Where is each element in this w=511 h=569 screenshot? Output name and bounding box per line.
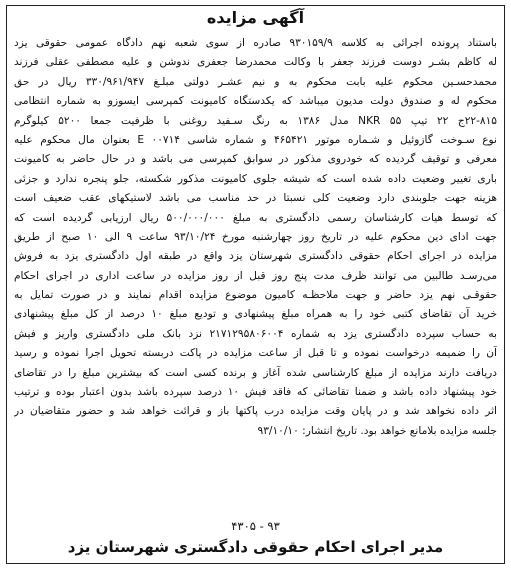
notice-line: که توسط هیات کارشناسان رسمی دادگستری به مبلغ ۵۰۰/۰۰۰/۰۰۰ ریال ارزیابی گردیده است که bbox=[14, 211, 497, 224]
notice-line: مزایده در اجرای احکام حقوقی دادگستری شهرستان یزد واقع در طبقه اول دادگستری یزد به فروش bbox=[14, 250, 497, 263]
notice-body bbox=[14, 34, 497, 441]
notice-line: معرفی و توقیف گردیده که خودروی مذکور در سوابق کمپرسی می باشد و در حال حاضر به کامیونت bbox=[14, 153, 497, 166]
notice-line: هزینه جهت جلوبندی دارد وضعیت کلی نسبتا در حد مناسب می باشد لاستیکهای عقب ضعیف است bbox=[14, 192, 497, 205]
notice-line: خود پیشنهاد داده باشد و ضمنا تقاضائی که فاقد فیش ۱۰ درصد سپرده باشد بدون اعتبار بوده و ترتیب bbox=[14, 386, 497, 399]
notice-line: دریافت دارند مزایده از مبلغ کارشناسی شده آغاز و برنده کسی است که بیشترین مبلغ را در تقاضای bbox=[14, 366, 497, 379]
notice-line: به حساب سپرده دادگستری یزد به شماره ۲۱۷۱۲۹۵۸۰۶۰۰۴ نزد بانک ملی دادگستری واریز و فیش bbox=[14, 327, 497, 340]
notice-line: اثر داده نخواهد شد و در پایان وقت مزایده درب پاکتها باز و قرائت خواهد شد و حضور متقاضیان در bbox=[14, 405, 497, 418]
notice-line: نوع سـوخت گازوئیل و شـماره موتور ۴۶۵۴۲۱ و شماره شاسی E ۰۰۷۱۴ بعنوان مال محکوم علیه bbox=[14, 133, 497, 146]
notice-line-last: جلسه مزایده بلامانع خواهد بود. تاریخ انتشار: ۹۳/۱۰/۱۰ bbox=[257, 424, 497, 437]
notice-title: آگهی مزایده bbox=[206, 8, 305, 27]
notice-line: خرید آن تقاضای کتبی خود را به همراه مبلغ پیشنهادی و تودیع مبلغ ۱۰ درصد از کل مبلغ پیشنهادی bbox=[14, 308, 497, 321]
notice-line: می‌رسـد طالبین می توانند ظرف مدت پنج روز قبل از روز مزایده در ساعت اداری در اجرای احکام bbox=[14, 269, 497, 282]
notice-line: محکوم له و صندوق دولت مدیون میباشد که یکدستگاه کامیونت کمپرسی ایسوزو به شماره انتظامی bbox=[14, 95, 497, 108]
notice-line: ۲۲-۸۱۵ج ۲۲ تیپ NKR ۵۵ مدل ۱۳۸۶ به رنگ سـفید روغنی با ظرفیت جمعا ۵۲۰۰ کیلوگرم bbox=[14, 114, 497, 127]
notice-line: آن را ضمیمه درخواست نموده و تا قبل از ساعت مزایده در پاکت دربسته تحویل اجرا نموده و رسید bbox=[14, 347, 497, 360]
notice-line: باستناد پرونده اجرائی به کلاسه ۹۳۰۱۵۹/۹ صادره از سوی شعبه نهم دادگاه عمومی حقوقی یزد bbox=[14, 37, 497, 49]
notice-line: له کاظم بشـر دوست فرزند جعفر با وکالت محمدرضا جعفری ندوشن و علیه مصطفی عقلی فرزند bbox=[14, 56, 497, 69]
notice-line: محمدحسـین محکوم علیه بابت محکوم به و نیم عشـر دولتی مبلـغ ۳۳۰/۹۶۱/۹۴۷ ریال در حق bbox=[14, 75, 497, 88]
notice-line: حقوقـی نهم یزد حاضر و جهت ملاحظـه کامیون موضوع مزایده اقدام نمایند و در صورت تمایل به bbox=[14, 289, 497, 302]
notice-reference-number: ۴۳۰۵ - ۹۳ bbox=[231, 519, 280, 533]
notice-signature: مدیر اجرای احکام حقوقی دادگستری شهرستان یزد bbox=[67, 538, 444, 556]
notice-line: باری تغییر وضعیت داده شده است که شیشه جلوی کامیونت مذکور شکسته، جلو پنجره ندارد و جزئی bbox=[14, 172, 497, 185]
notice-line: جهت ادای دین محکوم علیه در تاریخ روز چهارشنبه مورخ ۹۳/۱۰/۲۴ ساعت ۹ الی ۱۰ صبح از طریق bbox=[14, 230, 497, 243]
